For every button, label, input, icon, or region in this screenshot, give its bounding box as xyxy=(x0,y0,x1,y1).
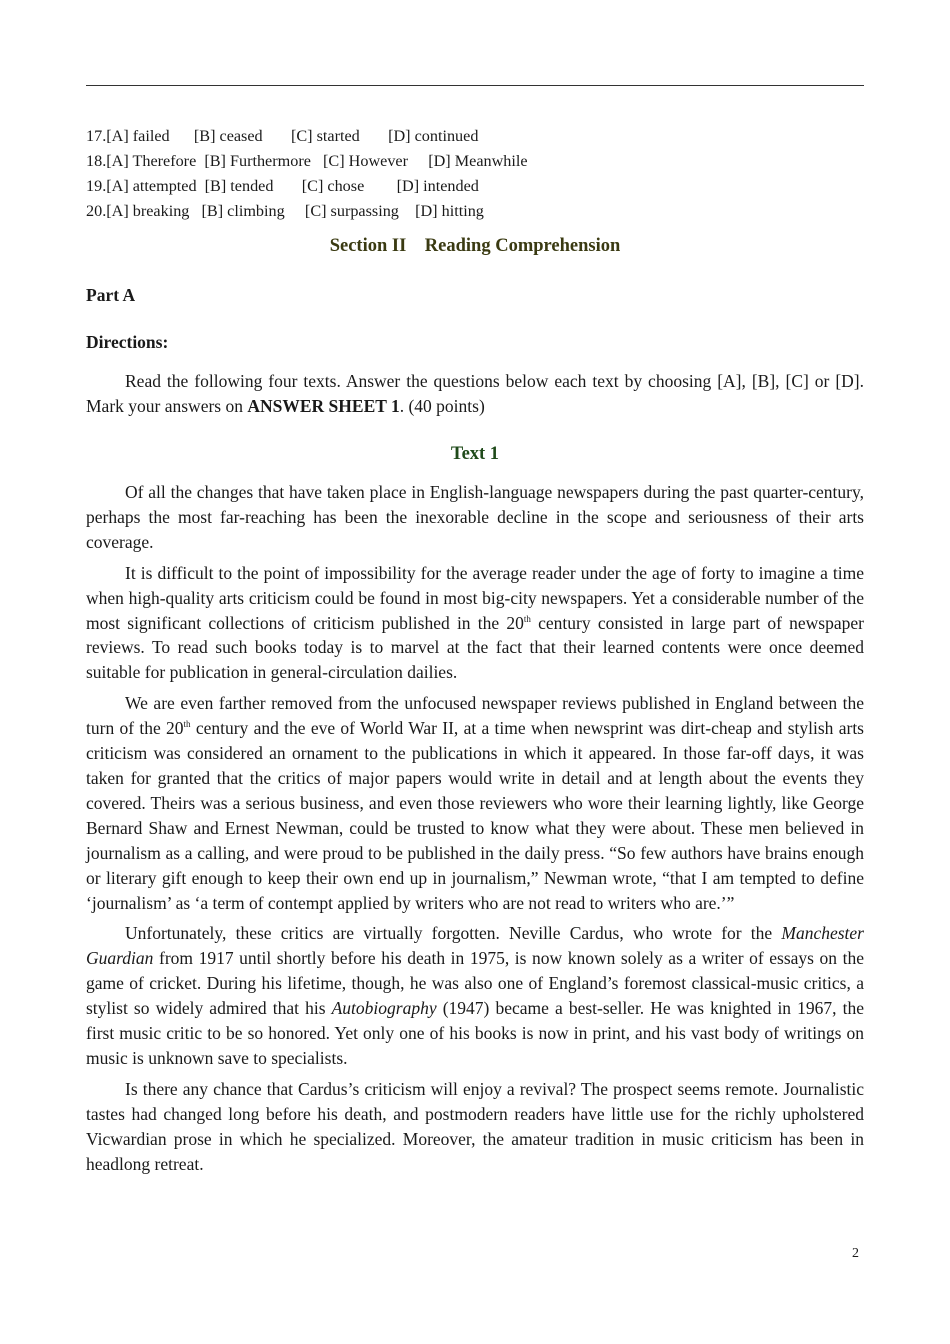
directions-text xyxy=(86,369,864,419)
page-number: 2 xyxy=(852,1246,859,1261)
superscript-th: th xyxy=(183,719,191,730)
question-17-options: 17.[A] failed [B] ceased [C] started [D] continued xyxy=(86,127,479,145)
passage-body xyxy=(86,480,864,1182)
paragraph-1: Of all the changes that have taken place in English-language newspapers during the past quarter-century, perhaps the most far-reaching has been the inexorable decline in the scope and seriousness of their arts coverage. xyxy=(86,482,864,552)
paragraph-2-part-b: century consisted in large part of newspaper reviews. To read such books today is to marvel at the fact that their learned contents were once deemed suitable for publication in general-circulation dailies. xyxy=(86,612,864,683)
newspaper-title: Manchester Guardian xyxy=(86,923,864,969)
paragraph-4-part-b: from 1917 until shortly before his death in 1975, is now known solely as a writer of essays on the game of cricket. During his lifetime, though, he was also one of England’s foremost classical-music critics, a stylist so widely admired that his xyxy=(86,948,864,1019)
question-20-options: 20.[A] breaking [B] climbing [C] surpassing [D] hitting xyxy=(86,202,484,220)
paragraph-5: Is there any chance that Cardus’s criticism will enjoy a revival? The prospect seems remote. Journalistic tastes had changed long before his death, and postmodern readers have little use for the richly upholstered Vicwardian prose in which he specialized. Moreover, the amateur tradition in music criticism has been in headlong retreat. xyxy=(86,1078,864,1174)
part-title: Part A xyxy=(86,285,136,305)
text-title: Text 1 xyxy=(450,444,500,464)
paragraph-4 xyxy=(86,921,864,1070)
answer-options xyxy=(86,124,864,224)
paragraph-4-part-c: (1947) became a best-seller. He was knighted in 1967, the first music critic to be so honored. Yet only one of his books is now in print, and his vast body of writings on music is unknown save to specialists. xyxy=(86,998,865,1068)
paragraph-3 xyxy=(86,691,864,915)
paragraph-3-part-a: We are even farther removed from the unfocused newspaper reviews published in England between the turn of the 20 xyxy=(86,693,864,739)
paragraph-3-part-b: century and the eve of World War II, at a time when newsprint was dirt-cheap and stylish arts criticism was considered an ornament to the publications in which it appeared. In those far-off days, it was taken for granted that the critics of major papers would write in detail and at length about the events they covered. Theirs was a serious business, and even those reviewers who wore their learning lightly, like George Bernard Shaw and Ernest Newman, could be trusted to know what they were about. These men believed in journalism as a calling, and were proud to be published in the daily press. “So few authors have brains enough or literary gift enough to keep their own end up in journalism,” Newman wrote, “that I am tempted to define ‘journalism’ as ‘a term of contempt applied by writers who are not read to writers who are.’” xyxy=(86,718,864,913)
question-19-options: 19.[A] attempted [B] tended [C] chose [D] intended xyxy=(86,177,479,195)
answer-sheet-label: ANSWER SHEET 1 xyxy=(247,396,400,416)
superscript-th: th xyxy=(523,613,531,624)
directions-text-before: Read the following four texts. Answer the questions below each text by choosing [A], [B], [C] or [D]. Mark your answers on xyxy=(86,371,864,416)
book-title: Autobiography xyxy=(331,998,437,1019)
paragraph-2-part-a: It is difficult to the point of impossibility for the average reader under the age of forty to imagine a time when high-quality arts criticism could be found in most big-city newspapers. Yet a considerable number of the most significant collections of criticism published in the 20 xyxy=(86,562,864,633)
paragraph-4-part-a: Unfortunately, these critics are virtually forgotten. Neville Cardus, who wrote for the xyxy=(125,923,782,944)
directions-heading: Directions: xyxy=(86,332,169,352)
directions-text-after: . (40 points) xyxy=(399,396,485,416)
question-18-options: 18.[A] Therefore [B] Furthermore [C] However [D] Meanwhile xyxy=(86,152,528,170)
section-title: Section II Reading Comprehension xyxy=(329,236,621,256)
paragraph-2 xyxy=(86,561,864,686)
header-rule xyxy=(86,85,864,86)
